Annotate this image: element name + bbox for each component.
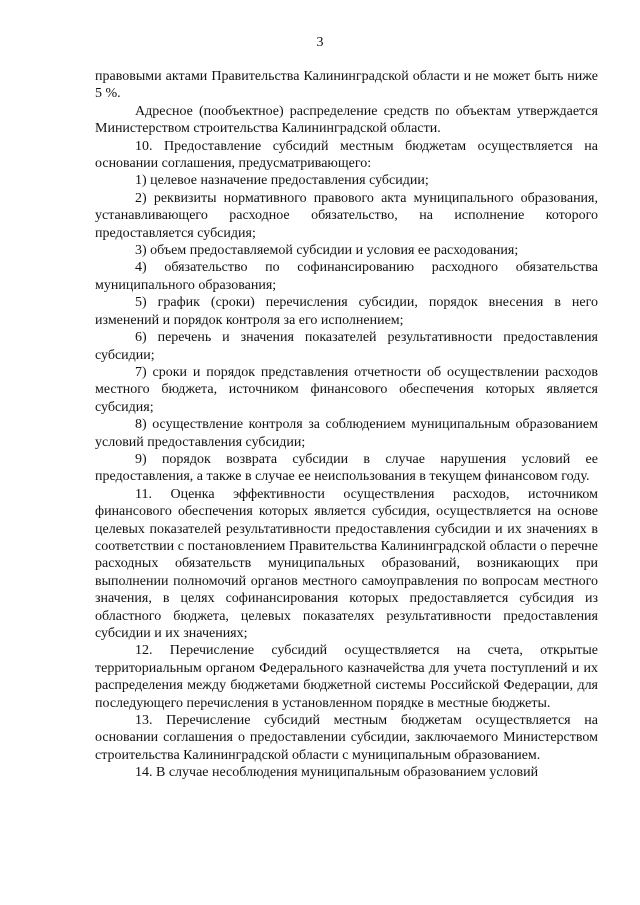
paragraph: 5) график (сроки) перечисления субсидии, порядок внесения в него изменений и порядок контроля за его исполнением;	[95, 295, 598, 328]
page-number: 3	[316, 35, 324, 50]
paragraph: 3) объем предоставляемой субсидии и условия ее расходования;	[135, 243, 519, 259]
paragraph: 11. Оценка эффективности осуществления расходов, источником финансового обеспечения которых является субсидия, осуществляется на основе целевых показателей результативности предоставления субсидии и их значениях в соответствии с постановлением Правительства Калининградской области о перечне расходных обязательств муниципальных образований, возникающих при выполнении полномочий органов местного самоуправления по вопросам местного значения, в целях софинансирования которых предоставляется субсидия из областного бюджета, целевых показателях результативности предоставления субсидии и их значениях;	[95, 486, 598, 641]
paragraph: правовыми актами Правительства Калининградской области и не может быть ниже 5 %.	[95, 69, 598, 102]
paragraph: Адресное (пообъектное) распределение средств по объектам утверждается Министерством строительства Калининградской области.	[95, 103, 598, 137]
paragraph: 12. Перечисление субсидий осуществляется на счета, открытые территориальным органом Федерального казначейства для учета поступлений и их распределения между бюджетами бюджетной системы Российской Федерации, для последующего перечисления в установленном порядке в местные бюджеты.	[95, 643, 598, 711]
paragraph: 4) обязательство по софинансированию расходного обязательства муниципального образования;	[95, 260, 598, 293]
paragraph: 14. В случае несоблюдения муниципальным образованием условий	[135, 765, 539, 781]
paragraph: 7) сроки и порядок представления отчетности об осуществлении расходов местного бюджета, источником финансового обеспечения которых является субсидия;	[95, 364, 598, 415]
paragraph: 13. Перечисление субсидий местным бюджетам осуществляется на основании соглашения о предоставлении субсидии, заключаемого Министерством строительства Калининградской области с муниципальным образованием.	[95, 713, 598, 763]
paragraph: 8) осуществление контроля за соблюдением муниципальным образованием условий предоставления субсидии;	[95, 417, 598, 450]
paragraph: 6) перечень и значения показателей результативности предоставления субсидии;	[95, 330, 598, 363]
paragraph: 9) порядок возврата субсидии в случае нарушения условий ее предоставления, а также в случае ее неиспользования в текущем финансовом году.	[95, 451, 598, 485]
paragraph: 2) реквизиты нормативного правового акта муниципального образования, устанавливающего расходное обязательство, на исполнение которого предоставляется субсидия;	[95, 190, 598, 241]
paragraph: 1) целевое назначение предоставления субсидии;	[135, 173, 429, 189]
paragraph: 10. Предоставление субсидий местным бюджетам осуществляется на основании соглашения, предусматривающего:	[95, 138, 598, 172]
document-body	[95, 68, 598, 782]
